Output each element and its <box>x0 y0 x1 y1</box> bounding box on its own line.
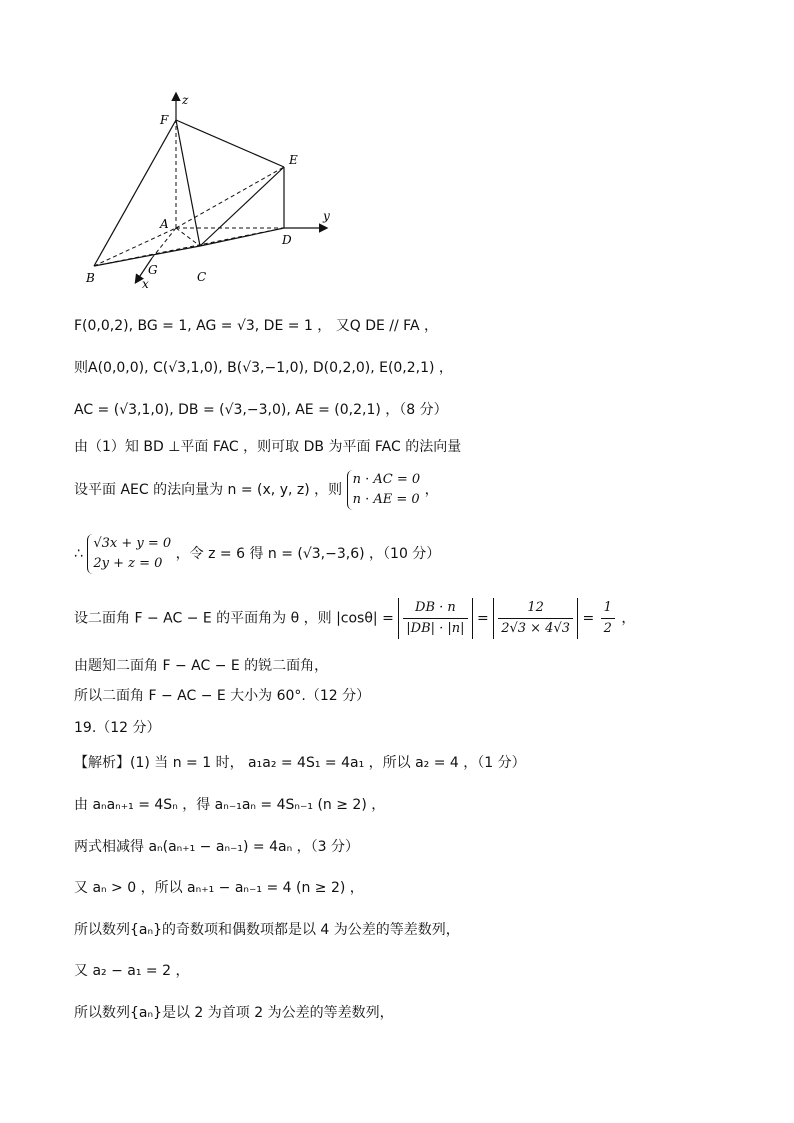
system1-row2: n · AE = 0 <box>352 492 420 507</box>
line5-suffix: ， <box>424 482 439 498</box>
text-line-2: 则A(0,0,0), C(√3,1,0), B(√3,−1,0), D(0,2,0), E(0,2,1) ， <box>74 360 453 376</box>
line7-prefix: 设二面角 F − AC − E 的平面角为 θ ，则 |cosθ| = <box>74 610 394 627</box>
edge-EC <box>200 167 284 246</box>
fraction-1-den: |DB| · |n| <box>406 621 465 636</box>
fraction-1 <box>403 598 467 639</box>
system2-row1: √3x + y = 0 <box>93 536 172 551</box>
label-x: x <box>142 277 149 291</box>
system1-row1: n · AC = 0 <box>352 472 421 487</box>
label-E: E <box>289 153 298 167</box>
text-line-5 <box>74 470 439 510</box>
edge-FC <box>176 120 200 246</box>
edge-BD <box>94 228 284 266</box>
label-y: y <box>323 209 330 223</box>
fraction-3 <box>601 598 615 639</box>
edge-FB <box>94 120 176 266</box>
edge-CD <box>200 228 284 246</box>
question-number: 19.（12 分） <box>74 720 161 736</box>
equals-2: = <box>582 610 595 627</box>
abs-fraction-2 <box>493 598 578 639</box>
line6-suffix: ，令 z = 6 得 n = (√3,−3,6) ，（10 分） <box>175 546 441 562</box>
text-line-4: 由（1）知 BD ⊥平面 FAC ，则可取 DB 为平面 FAC 的法向量 <box>74 439 462 455</box>
edge-BA <box>94 228 176 266</box>
fraction-2-num: 12 <box>498 598 573 619</box>
edge-AC <box>176 228 200 246</box>
text-line-6 <box>74 534 440 574</box>
pyramid-diagram <box>80 82 350 297</box>
fraction-3-den: 2 <box>603 621 612 636</box>
line7-suffix: ， <box>621 610 636 627</box>
text-line-9: 所以二面角 F − AC − E 大小为 60°.（12 分） <box>74 688 371 704</box>
text-line-13: 两式相减得 aₙ(aₙ₊₁ − aₙ₋₁) = 4aₙ ，（3 分） <box>74 839 359 855</box>
text-line-7 <box>74 598 635 639</box>
text-line-16: 又 a₂ − a₁ = 2 ， <box>74 963 190 979</box>
edge-FE <box>176 120 284 167</box>
fraction-3-num: 1 <box>601 598 615 619</box>
text-line-8: 由题知二面角 F − AC − E 的锐二面角， <box>74 658 329 674</box>
abs-fraction-1 <box>398 598 472 639</box>
text-line-11: 【解析】(1) 当 n = 1 时， a₁a₂ = 4S₁ = 4a₁ ，所以 a₂ = 4 ，（1 分） <box>74 755 526 771</box>
label-F: F <box>160 113 169 127</box>
text-line-3: AC = (√3,1,0), DB = (√3,−3,0), AE = (0,2,1) ，（8 分） <box>74 402 448 418</box>
text-line-17: 所以数列{aₙ}是以 2 为首项 2 为公差的等差数列， <box>74 1005 394 1021</box>
system2-row2: 2y + z = 0 <box>93 556 163 571</box>
equation-system-2 <box>87 534 171 574</box>
label-B: B <box>86 271 95 285</box>
equals-1: = <box>477 610 489 627</box>
text-line-1: F(0,0,2), BG = 1, AG = √3, DE = 1 ， 又Q DE // FA ， <box>74 318 438 334</box>
label-A: A <box>160 217 169 231</box>
line5-prefix: 设平面 AEC 的法向量为 n = (x, y, z) ，则 <box>74 482 343 498</box>
label-D: D <box>282 233 292 247</box>
text-line-12: 由 aₙaₙ₊₁ = 4Sₙ ，得 aₙ₋₁aₙ = 4Sₙ₋₁ (n ≥ 2) ， <box>74 797 386 813</box>
fraction-2-den: 2√3 × 4√3 <box>501 621 570 636</box>
edge-AG <box>152 228 176 258</box>
edge-AE <box>176 167 284 228</box>
fraction-1-num: DB · n <box>403 598 467 619</box>
geometry-figure <box>80 82 350 297</box>
fraction-2 <box>498 598 573 639</box>
text-line-14: 又 aₙ > 0 ，所以 aₙ₊₁ − aₙ₋₁ = 4 (n ≥ 2) ， <box>74 880 364 896</box>
label-z: z <box>182 93 189 107</box>
label-C: C <box>197 270 207 284</box>
label-G: G <box>148 263 158 277</box>
text-line-15: 所以数列{aₙ}的奇数项和偶数项都是以 4 为公差的等差数列， <box>74 922 460 938</box>
line6-prefix: ∴ <box>74 546 83 562</box>
equation-system-1 <box>347 470 421 510</box>
